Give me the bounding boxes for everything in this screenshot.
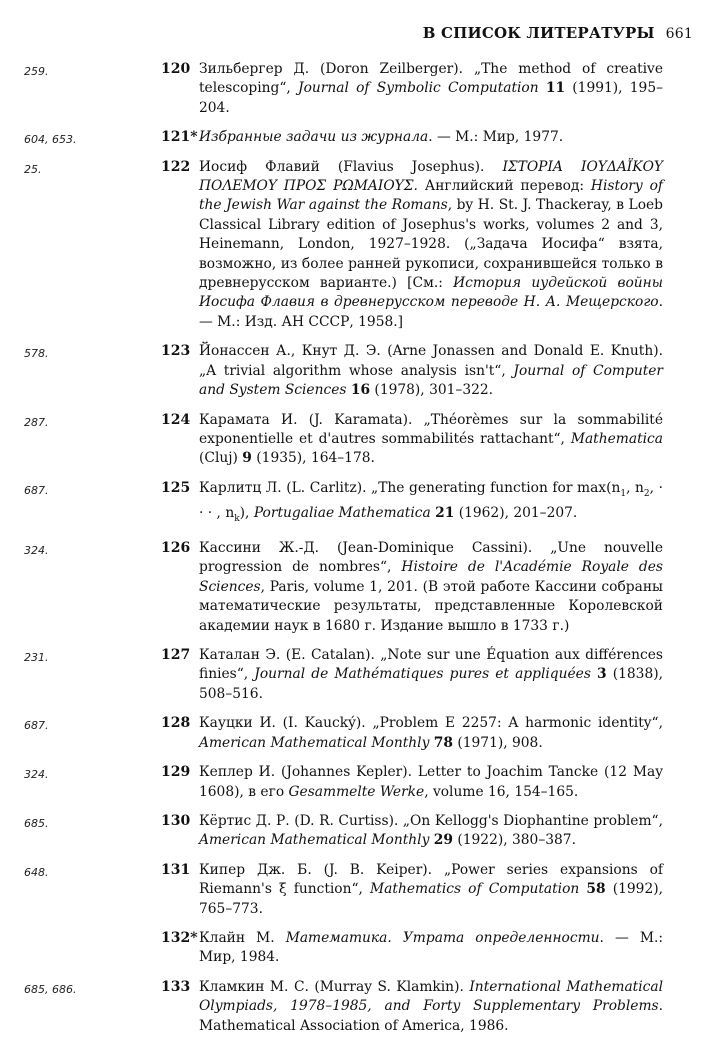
entry-text-segment: International Mathematical Olympiads, 1978–1985, and Forty Supplementary Problems (199, 978, 663, 1015)
entry-number: 125 (161, 479, 191, 496)
entry-text-segment: 1 (620, 488, 627, 499)
entry-text-segment: Иосиф Флавий (Flavius Josephus). (199, 158, 503, 175)
page-reference: 578. (24, 347, 49, 361)
entry-number: 121* (161, 129, 198, 146)
entry-text-segment: История иудейской войны Иосифа Флавия в древнерусском переводе Н. А. Мещерского (199, 275, 663, 311)
running-title: В СПИСОК ЛИТЕРАТУРЫ (422, 24, 655, 42)
entry-number: 120 (161, 61, 191, 77)
entry-number: 133 (161, 978, 191, 995)
entry-text-segment: Gesammelte Werke (288, 783, 425, 800)
entry-text-segment: 58 (586, 881, 606, 898)
entry-text-segment: (Cluj) (199, 450, 243, 467)
entry-text-segment: (1992), 765–773. (199, 881, 663, 917)
bibliography-entry (0, 479, 703, 529)
entry-text (199, 763, 663, 802)
entry-text-segment: Mathematics of Computation (370, 881, 580, 898)
entry-text-segment (539, 80, 546, 96)
page-reference: 648. (24, 865, 49, 879)
entry-text-segment: 2 (643, 488, 650, 499)
entry-text (199, 978, 663, 1036)
page-reference: 324. (24, 768, 49, 782)
entry-text-segment: 3 (597, 666, 607, 683)
entry-text-segment: ΙΣΤΟΡΙΑ ΙΟΥΔΑΪΚΟΥ ΠΟΛΕΜΟΥ ΠΡΟΣ ΡΩΜΑΙΟΥΣ. (199, 158, 663, 195)
entry-text-segment: (1922), 380–387. (452, 832, 576, 849)
entry-text (199, 479, 663, 529)
entry-text-segment: Карамата И. (J. Karamata). „Théorèmes sur la sommabilité exponentielle et d'autres sommabilités rattachant“, (199, 411, 663, 447)
entry-number: 123 (161, 343, 191, 360)
page-reference: 687. (24, 719, 49, 733)
entry-text (199, 861, 663, 919)
entry-text-segment: Journal de Mathématiques pures et appliquées (254, 666, 591, 683)
entry-text (199, 812, 663, 851)
entry-text-segment: Каталан Э. (E. Catalan). „Note sur une Équation aux différences finies“, (199, 647, 663, 683)
entry-text-segment: Кауцки И. (I. Kaucký). „Problem E 2257: A harmonic identity“, (199, 715, 663, 732)
entry-text-segment: 9 (242, 450, 252, 467)
bibliography-entry (0, 539, 703, 636)
bibliography-list (0, 60, 703, 1046)
entry-text-segment: (1991), 195–204. (199, 80, 664, 116)
bibliography-entry (0, 929, 703, 968)
entry-number: 131 (161, 861, 191, 878)
entry-text-segment: 16 (350, 382, 371, 399)
page-reference: 25. (24, 162, 42, 176)
page-reference: 687. (24, 483, 49, 497)
entry-text-segment: . Mathematical Association of America, 1986. (199, 998, 663, 1034)
page-reference: 231. (24, 651, 49, 665)
entry-text-segment: American Mathematical Monthly (199, 832, 430, 849)
page-reference: 259. (24, 65, 49, 78)
entry-text-segment: . — М.: Мир, 1977. (428, 129, 564, 146)
entry-text (199, 929, 663, 968)
entry-text-segment: (1838), 508–516. (199, 666, 664, 702)
entry-text-segment: Зильбергер Д. (Doron Zeilberger). „The method of creative telescoping“, (199, 61, 663, 97)
entry-text (199, 158, 663, 333)
entry-text-segment: 21 (435, 504, 455, 521)
bibliography-entry (0, 158, 703, 333)
entry-text-segment: . — М.: Изд. АН СССР, 1958.] (199, 294, 663, 330)
entry-text (199, 646, 663, 704)
entry-text-segment: Кипер Дж. Б. (J. B. Keiper). „Power series expansions of Riemann's ξ function“, (199, 861, 663, 898)
entry-text-segment: (1962), 201–207. (454, 504, 578, 521)
entry-number: 122 (161, 158, 191, 175)
entry-text-segment: Portugaliae Mathematica (253, 504, 431, 521)
entry-text-segment: Кёртис Д. Р. (D. R. Curtiss). „On Kellogg's Diophantine problem“, (199, 812, 663, 829)
entry-text-segment: , Paris, volume 1, 201. (В этой работе Кассини собраны математические результаты, представленные Королевской академии наук в 1680 г. Издание вышло в 1733 г.) (199, 578, 663, 634)
entry-text-segment: Английский перевод: (417, 178, 591, 195)
page-reference: 287. (24, 415, 49, 429)
page-number: 661 (665, 26, 693, 42)
entry-text (199, 714, 663, 753)
entry-text-segment: , volume 16, 154–165. (424, 783, 579, 800)
entry-text (199, 411, 663, 469)
entry-number: 132* (161, 929, 198, 946)
bibliography-entry (0, 128, 703, 147)
entry-text-segment: Mathematica (570, 430, 663, 447)
entry-text-segment: , by H. St. J. Thackeray, в Loeb Classical Library edition of Josephus's works, volumes 2 and 3, Heinemann, London, 1927–1928. („Задача Иосифа“ взята, возможно, из более ранней рукописи, сохранившейся только в древнерусском варианте.) [См.: (199, 197, 663, 292)
entry-text (199, 342, 663, 400)
entry-text-segment: , · · · , n (199, 479, 663, 521)
entry-text-segment: American Mathematical Monthly (199, 734, 430, 751)
entry-text-segment: , n (626, 479, 644, 496)
page-reference: 685. (24, 816, 49, 830)
entry-text-segment: . — М.: Мир, 1984. (199, 929, 663, 966)
bibliography-entry (0, 861, 703, 919)
entry-number: 130 (161, 812, 191, 829)
entry-text-segment: (1978), 301–322. (370, 382, 494, 399)
entry-text-segment: Histoire de l'Académie Royale des Sciences (199, 559, 663, 595)
bibliography-entry (0, 342, 703, 400)
entry-text-segment: Карлитц Л. (L. Carlitz). „The generating function for max(n (199, 479, 621, 496)
entry-text-segment: k (234, 513, 240, 524)
entry-number: 127 (161, 647, 191, 664)
entry-text-segment: Кассини Ж.-Д. (Jean-Dominique Cassini). „Une nouvelle progression de nombres“, (199, 540, 663, 576)
entry-text-segment: Кеплер И. (Johannes Kepler). Letter to Joachim Tancke (12 May 1608), в его (199, 764, 663, 800)
entry-text-segment: Йонассен А., Кнут Д. Э. (Arne Jonassen and Donald E. Knuth). „A trivial algorithm whose analysis isn't“, (199, 343, 663, 379)
entry-number: 128 (161, 715, 191, 732)
bibliography-entry (0, 714, 703, 753)
entry-text-segment: 29 (433, 832, 453, 849)
entry-text-segment: Кламкин М. С. (Murray S. Klamkin). (199, 978, 470, 995)
page-reference: 685, 686. (24, 982, 77, 996)
bibliography-entry (0, 978, 703, 1036)
entry-number: 124 (161, 411, 191, 428)
running-header (0, 24, 693, 42)
entry-text-segment: (1971), 908. (452, 734, 543, 751)
bibliography-entry (0, 763, 703, 802)
bibliography-entry (0, 60, 703, 118)
bibliography-entry (0, 646, 703, 704)
entry-text-segment: Клайн М. (199, 929, 286, 946)
entry-text (199, 539, 663, 636)
entry-text-segment: Journal of Symbolic Computation (298, 80, 539, 97)
entry-text-segment: Избранные задачи из журнала (199, 129, 429, 146)
entry-text-segment: Математика. Утрата определенности (285, 929, 600, 946)
entry-text-segment: Journal of Computer and System Sciences (199, 362, 664, 399)
entry-text (199, 128, 663, 147)
entry-text (199, 60, 663, 118)
entry-text-segment: (1935), 164–178. (251, 450, 375, 467)
entry-text-segment: 11 (545, 80, 566, 97)
entry-text-segment: 78 (433, 734, 453, 751)
bibliography-entry (0, 411, 703, 469)
page-reference: 604, 653. (24, 133, 77, 147)
entry-number: 129 (161, 764, 191, 781)
page-reference: 324. (24, 544, 49, 558)
bibliography-entry (0, 812, 703, 851)
entry-number: 126 (161, 540, 191, 557)
entry-text-segment: ), (239, 504, 254, 521)
entry-text-segment: History of the Jewish War against the Romans (199, 178, 663, 214)
